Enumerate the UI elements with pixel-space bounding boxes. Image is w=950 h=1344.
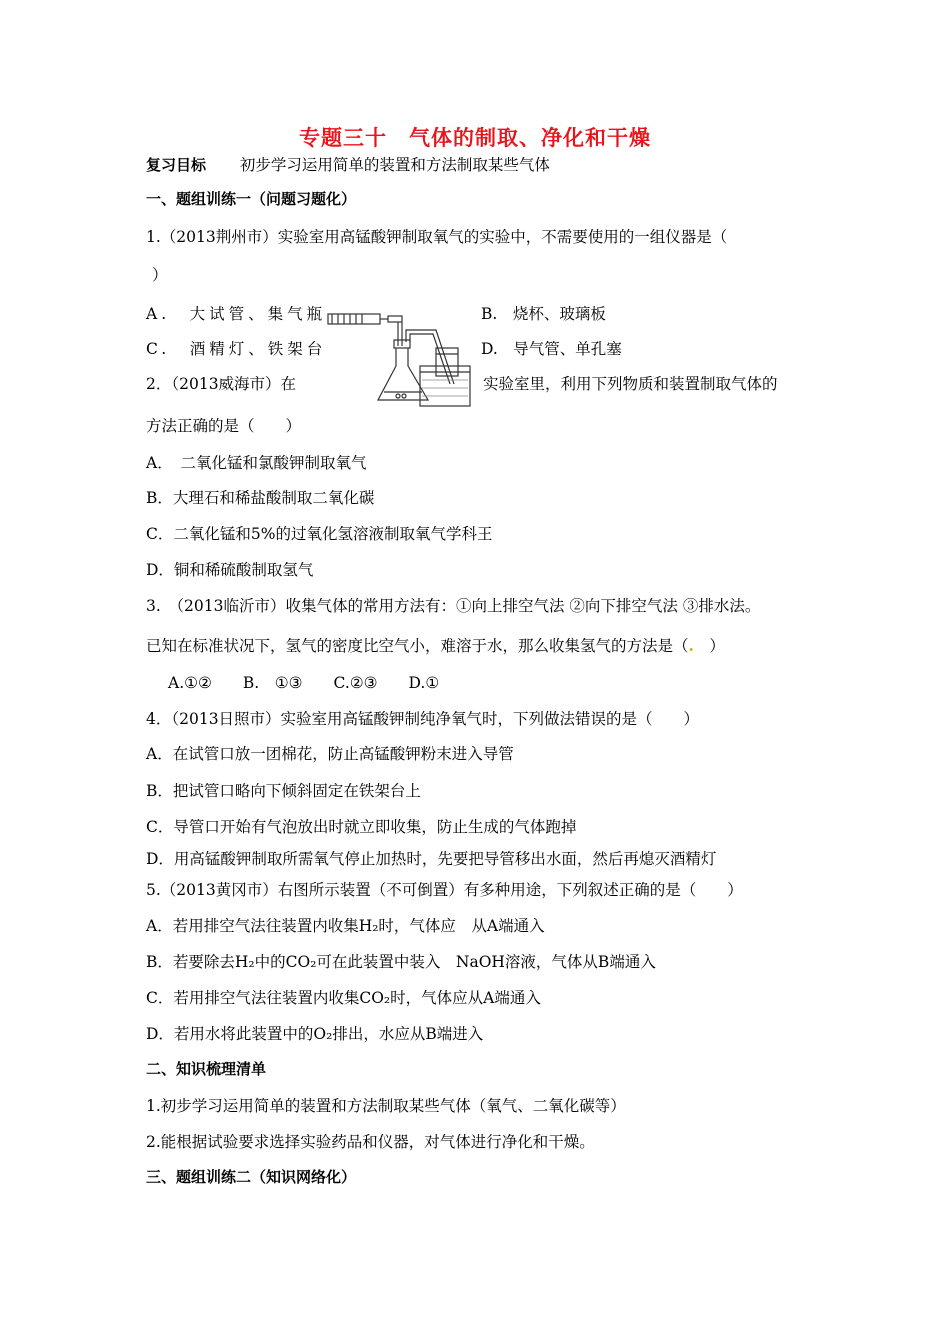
question-4-option-c: C．导管口开始有气泡放出时就立即收集，防止生成的气体跑掉 (146, 818, 577, 836)
page-title: 专题三十 气体的制取、净化和干燥 (299, 126, 651, 150)
question-1-option-c: C. 酒精灯、铁架台 (146, 340, 327, 358)
question-5-option-a: A．若用排空气法往装置内收集H₂时，气体应 从A端通入 (146, 917, 545, 935)
question-1-stem: 1.（2013荆州市）实验室用高锰酸钾制取氧气的实验中，不需要使用的一组仪器是（ (146, 228, 728, 246)
section-heading-2: 二、知识梳理清单 (146, 1060, 267, 1078)
list-item-1: 1.初步学习运用简单的装置和方法制取某些气体（氧气、二氧化碳等） (146, 1097, 626, 1115)
question-5-option-c: C．若用排空气法往装置内收集CO₂时，气体应从A端通入 (146, 989, 541, 1007)
review-goal-label: 复习目标 (146, 156, 207, 174)
syringe-barrel (328, 314, 380, 324)
question-3-stem-cont (146, 634, 725, 656)
question-4-stem: 4．（2013日照市）实验室用高锰酸钾制纯净氧气时，下列做法错误的是（ ） (146, 710, 700, 728)
question-5-option-d: D．若用水将此装置中的O₂排出，水应从B端进入 (146, 1025, 484, 1043)
review-goal-text: 初步学习运用简单的装置和方法制取某些气体 (239, 156, 550, 174)
question-2-option-a: A． 二氧化锰和氯酸钾制取氧气 (146, 454, 367, 472)
gas-apparatus-illustration (326, 300, 472, 408)
question-3-options: A.①② B. ①③ C.②③ D.① (168, 674, 440, 692)
question-2-stem-right: 实验室里，利用下列物质和装置制取气体的 (483, 375, 778, 393)
question-3-stem-cont-b: ） (693, 637, 725, 655)
section-heading-1: 一、题组训练一（问题习题化） (146, 190, 357, 208)
question-2-option-b: B．大理石和稀盐酸制取二氧化碳 (146, 489, 375, 507)
question-5-option-b: B．若要除去H₂中的CO₂可在此装置中装入 NaOH溶液，气体从B端通入 (146, 953, 656, 971)
question-3-stem: 3. （2013临沂市）收集气体的常用方法有：①向上排空气法 ②向下排空气法 ③排水法。 (146, 597, 761, 615)
question-1-option-a: A. 大试管、集气瓶 (146, 305, 327, 323)
question-3-stem-cont-a: 已知在标准状况下，氢气的密度比空气小，难溶于水，那么收集氢气的方法是（ (146, 637, 689, 655)
question-2-stem-cont: 方法正确的是（ ） (146, 417, 302, 435)
section-heading-3: 三、题组训练二（知识网络化） (146, 1168, 357, 1186)
question-1-option-b: B. 烧杯、玻璃板 (481, 305, 606, 323)
list-item-2: 2.能根据试验要求选择实验药品和仪器，对气体进行净化和干燥。 (146, 1133, 595, 1151)
question-1-stem-end: ） (152, 266, 168, 284)
question-2-option-d: D．铜和稀硫酸制取氢气 (146, 561, 314, 579)
question-1-option-d: D. 导气管、单孔塞 (481, 340, 622, 358)
question-2-option-c: C．二氧化锰和5%的过氧化氢溶液制取氧气学科王 (146, 525, 493, 543)
review-goal (146, 153, 550, 175)
question-4-option-d: D．用高锰酸钾制取所需氧气停止加热时，先要把导管移出水面，然后再熄灭酒精灯 (146, 850, 717, 868)
question-5-stem: 5.（2013黄冈市）右图所示装置（不可倒置）有多种用途，下列叙述正确的是（ ） (146, 881, 743, 899)
question-4-option-b: B．把试管口略向下倾斜固定在铁架台上 (146, 782, 421, 800)
question-3-dot: . (688, 636, 694, 655)
question-4-option-a: A．在试管口放一团棉花，防止高锰酸钾粉末进入导管 (146, 745, 514, 763)
question-2-stem-left: 2．（2013威海市）在 (146, 375, 297, 393)
